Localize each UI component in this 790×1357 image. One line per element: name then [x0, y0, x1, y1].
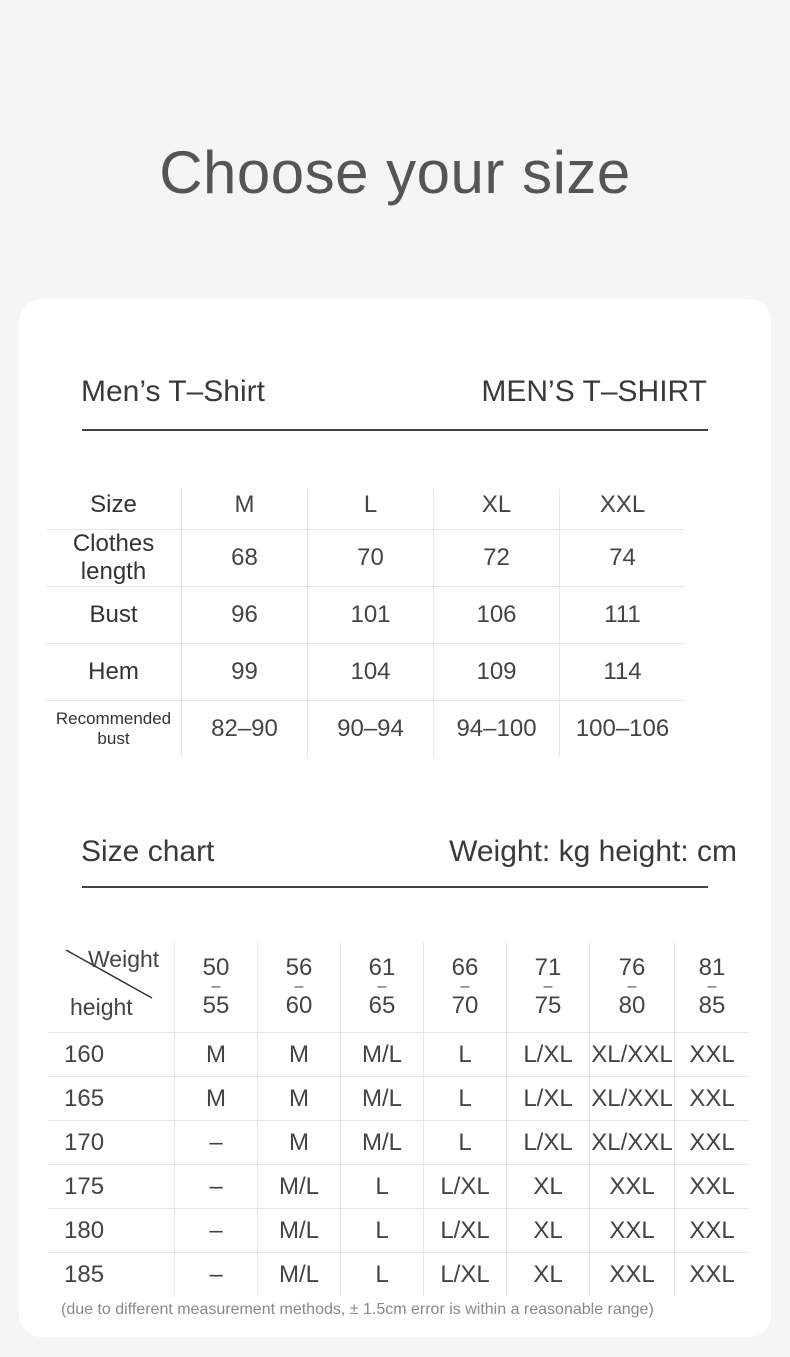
weight-header: 66 – 70 [424, 942, 507, 1033]
size-cell: – [175, 1209, 258, 1253]
weight-header: 56 – 60 [258, 942, 341, 1033]
size-cell: XXL [675, 1165, 750, 1209]
weight-header-row [48, 942, 749, 1033]
size-cell: XL [507, 1253, 590, 1297]
size-cell: M/L [341, 1121, 424, 1165]
tshirt-divider [82, 429, 708, 431]
table-cell: 100–106 [560, 701, 686, 758]
height-label: 185 [64, 1260, 105, 1288]
row-label: Hem [46, 644, 182, 701]
table-row [48, 1165, 749, 1209]
height-label: 175 [48, 1165, 175, 1209]
table-cell: 70 [308, 530, 434, 587]
size-cell: XL/XXL [590, 1121, 675, 1165]
tshirt-title-left: Men’s T–Shirt [81, 375, 265, 408]
size-cell: L/XL [424, 1165, 507, 1209]
height-label: 165 [48, 1077, 175, 1121]
size-cell: XXL [675, 1121, 750, 1165]
table-cell: M [182, 489, 308, 530]
table-cell: L [308, 489, 434, 530]
size-cell: M [175, 1077, 258, 1121]
size-chart-divider [82, 886, 708, 888]
table-row [46, 587, 685, 644]
weight-header: 71 – 75 [507, 942, 590, 1033]
table-cell: 94–100 [434, 701, 560, 758]
size-cell: XXL [675, 1253, 750, 1297]
size-card [19, 299, 771, 1337]
row-label: Bust [46, 587, 182, 644]
size-cell: – [175, 1165, 258, 1209]
size-cell: M/L [341, 1077, 424, 1121]
size-cell: XL/XXL [590, 1033, 675, 1077]
weight-header: 61 – 65 [341, 942, 424, 1033]
size-chart-units: Weight: kg height: cm [449, 835, 737, 868]
size-cell: M [258, 1033, 341, 1077]
size-chart-table [48, 942, 749, 1296]
size-cell: XXL [675, 1077, 750, 1121]
size-cell: M/L [258, 1165, 341, 1209]
table-cell: 82–90 [182, 701, 308, 758]
size-cell: M [175, 1033, 258, 1077]
size-cell: L [341, 1165, 424, 1209]
table-cell: XXL [560, 489, 686, 530]
size-cell: L [341, 1209, 424, 1253]
table-row [48, 1209, 749, 1253]
table-cell: 111 [560, 587, 686, 644]
table-row [48, 1033, 749, 1077]
size-cell: XXL [590, 1253, 675, 1297]
table-row [48, 1253, 749, 1297]
table-cell: 106 [434, 587, 560, 644]
height-label: 180 [48, 1209, 175, 1253]
corner-cell [48, 942, 175, 1033]
size-cell: XL [507, 1165, 590, 1209]
size-cell: L [341, 1253, 424, 1297]
corner-height-label: height [70, 994, 133, 1020]
table-cell: 96 [182, 587, 308, 644]
size-cell: – [175, 1121, 258, 1165]
table-row [46, 530, 685, 587]
size-cell: M/L [258, 1209, 341, 1253]
row-label: Recommended bust [55, 709, 172, 748]
table-cell: 104 [308, 644, 434, 701]
size-cell: XXL [675, 1033, 750, 1077]
size-cell: L [424, 1121, 507, 1165]
size-cell: – [175, 1253, 258, 1297]
page-title: Choose your size [159, 139, 631, 206]
tshirt-title-right: MEN’S T–SHIRT [481, 375, 707, 408]
size-cell: M [258, 1077, 341, 1121]
size-cell: XXL [590, 1209, 675, 1253]
table-row [48, 1121, 749, 1165]
weight-header: 50 – 55 [175, 942, 258, 1033]
size-cell: L/XL [507, 1077, 590, 1121]
size-cell: M/L [341, 1033, 424, 1077]
size-chart-title: Size chart [81, 835, 215, 868]
table-cell: 114 [560, 644, 686, 701]
size-cell: L/XL [507, 1033, 590, 1077]
size-cell: L/XL [424, 1209, 507, 1253]
table-row [48, 1077, 749, 1121]
row-label: Clothes length [46, 530, 182, 587]
measurement-table [46, 489, 685, 757]
table-cell: 101 [308, 587, 434, 644]
size-cell: M [258, 1121, 341, 1165]
table-cell: 90–94 [308, 701, 434, 758]
size-cell: XL/XXL [590, 1077, 675, 1121]
size-cell: XXL [590, 1165, 675, 1209]
size-cell: L/XL [507, 1121, 590, 1165]
weight-header: 81 – 85 [675, 942, 750, 1033]
row-label: Size [46, 489, 182, 530]
height-label: 170 [48, 1121, 175, 1165]
size-cell: M/L [258, 1253, 341, 1297]
table-cell: 99 [182, 644, 308, 701]
measurement-note: (due to different measurement methods, ± 1.5cm error is within a reasonable range) [61, 1301, 654, 1318]
size-cell: XL [507, 1209, 590, 1253]
corner-weight-label: Weight [88, 946, 160, 972]
weight-header: 76 – 80 [590, 942, 675, 1033]
table-cell: 68 [182, 530, 308, 587]
table-cell: XL [434, 489, 560, 530]
height-label: 160 [48, 1033, 175, 1077]
table-row [46, 644, 685, 701]
size-cell: XXL [675, 1209, 750, 1253]
table-row [46, 701, 685, 758]
size-cell: L [424, 1033, 507, 1077]
size-cell: L [424, 1077, 507, 1121]
table-cell: 109 [434, 644, 560, 701]
size-cell: L/XL [424, 1253, 507, 1297]
tshirt-section-header [81, 375, 707, 435]
table-cell: 72 [434, 530, 560, 587]
table-row [46, 489, 685, 530]
table-cell: 74 [560, 530, 686, 587]
